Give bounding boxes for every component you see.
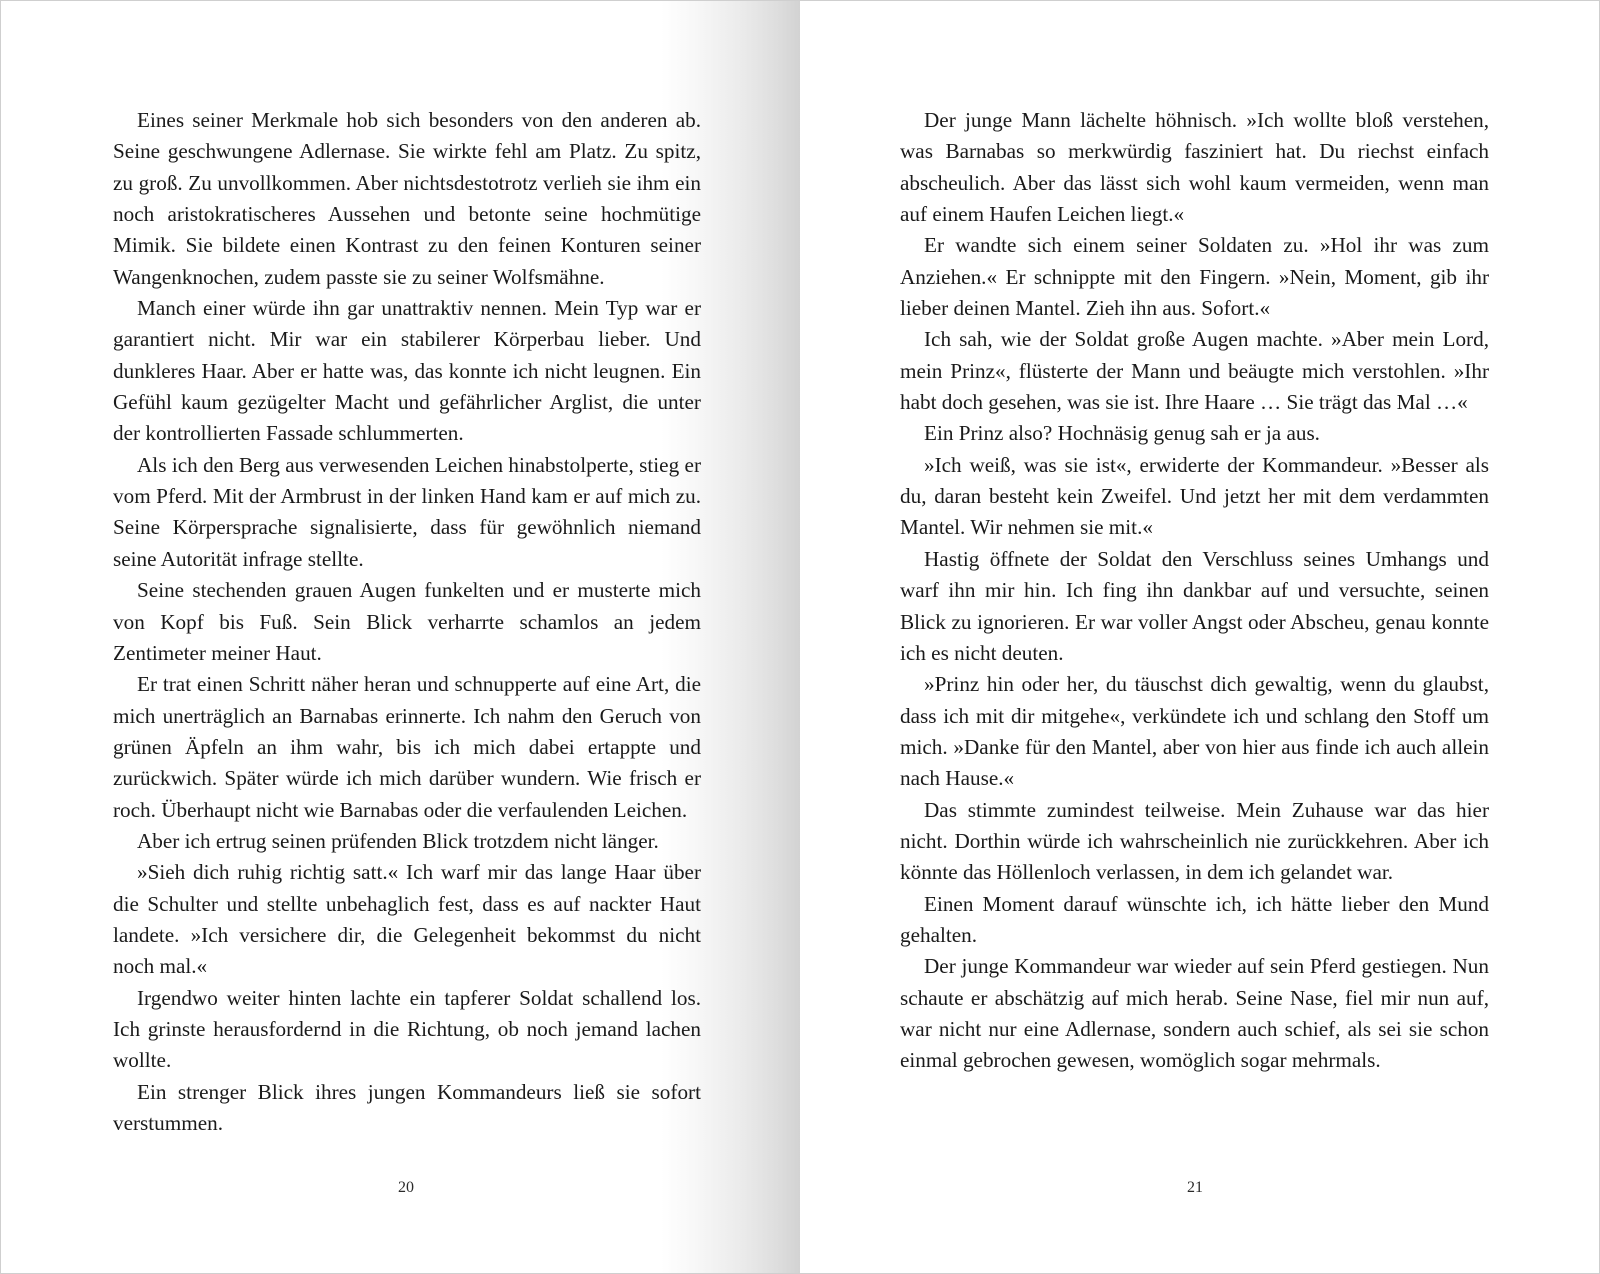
paragraph: »Prinz hin oder her, du täuschst dich gewaltig, wenn du glaubst, dass ich mit dir mitgehe«, verkündete ich und schlang den Stoff um mich. »Danke für den Mantel, aber von hier aus finde ich auch allein nach Hause.« [900, 672, 1489, 791]
right-page [800, 0, 1600, 1274]
paragraph: Aber ich ertrug seinen prüfenden Blick trotzdem nicht länger. [137, 828, 659, 853]
paragraph: Das stimmte zumindest teilweise. Mein Zuhause war das hier nicht. Dorthin würde ich wahrscheinlich nie zurückkehren. Aber ich könnte das Höllenloch verlassen, in dem ich gelandet war. [900, 797, 1489, 885]
paragraph: Der junge Kommandeur war wieder auf sein Pferd gestiegen. Nun schaute er abschätzig auf mich herab. Seine Nase, fiel mir nun auf, war nicht nur eine Adlernase, sondern auch schief, als sei sie schon einmal gebrochen gewesen, womöglich sogar mehrmals. [900, 954, 1489, 1073]
paragraph: Ein strenger Blick ihres jungen Kommandeurs ließ sie sofort verstummen. [113, 1079, 701, 1135]
paragraph: Ich sah, wie der Soldat große Augen machte. »Aber mein Lord, mein Prinz«, flüsterte der Mann und beäugte mich verstohlen. »Ihr habt doch gesehen, was sie ist. Ihre Haare … Sie trägt das Mal …« [900, 327, 1489, 415]
paragraph: Er wandte sich einem seiner Soldaten zu. »Hol ihr was zum Anziehen.« Er schnippte mit den Fingern. »Nein, Moment, gib ihr lieber deinen Mantel. Zieh ihn aus. Sofort.« [900, 233, 1489, 321]
paragraph: Manch einer würde ihn gar unattraktiv nennen. Mein Typ war er garantiert nicht. Mir war ein stabilerer Körperbau lieber. Und dunkleres Haar. Aber er hatte was, das konnte ich nicht leugnen. Ein Gefühl kaum gezügelter Macht und gefährlicher Arglist, die unter der kontrollierten Fassade schlummerten. [113, 296, 701, 446]
paragraph: Als ich den Berg aus verwesenden Leichen hinabstolperte, stieg er vom Pferd. Mit der Armbrust in der linken Hand kam er auf mich zu. Seine Körpersprache signalisierte, dass für gewöhnlich niemand seine Autorität infrage stellte. [113, 452, 701, 571]
paragraph: Ein Prinz also? Hochnäsig genug sah er ja aus. [924, 421, 1320, 446]
page-number-left: 20 [398, 1179, 414, 1196]
right-page-text [900, 105, 1489, 1077]
page-number-right: 21 [1187, 1179, 1203, 1196]
paragraph: Seine stechenden grauen Augen funkelten und er musterte mich von Kopf bis Fuß. Sein Blick verharrte schamlos an jedem Zentimeter meiner Haut. [113, 578, 701, 665]
paragraph: Einen Moment darauf wünschte ich, ich hätte lieber den Mund gehalten. [900, 891, 1489, 947]
paragraph: »Sieh dich ruhig richtig satt.« Ich warf mir das lange Haar über die Schulter und stellte unbehaglich fest, dass es auf nackter Haut landete. »Ich versichere dir, die Gelegenheit bekommst du nicht noch mal.« [113, 860, 701, 979]
paragraph: Hastig öffnete der Soldat den Verschluss seines Umhangs und warf ihn mir hin. Ich fing ihn dankbar auf und versuchte, seinen Blick zu ignorieren. Er war voller Angst oder Abscheu, genau konnte ich es nicht deuten. [900, 546, 1489, 665]
left-page-text [113, 105, 701, 1139]
paragraph: Der junge Mann lächelte höhnisch. »Ich wollte bloß verstehen, was Barnabas so merkwürdig fasziniert hat. Du riechst einfach abscheulich. Aber das lässt sich wohl kaum vermeiden, wenn man auf einem Haufen Leichen liegt.« [900, 108, 1489, 227]
paragraph: Eines seiner Merkmale hob sich besonders von den anderen ab. Seine geschwungene Adlernase. Sie wirkte fehl am Platz. Zu spitz, zu groß. Zu unvollkommen. Aber nichtsdestotrotz verlieh sie ihm ein noch aristokratischeres Aussehen und betonte seine hochmütige Mimik. Sie bildete einen Kontrast zu den feinen Konturen seiner Wangenknochen, zudem passte sie zu seiner Wolfsmähne. [113, 108, 701, 289]
paragraph: »Ich weiß, was sie ist«, erwiderte der Kommandeur. »Besser als du, daran besteht kein Zweifel. Und jetzt her mit dem verdammten Mantel. Wir nehmen sie mit.« [900, 452, 1489, 540]
paragraph: Er trat einen Schritt näher heran und schnupperte auf eine Art, die mich unerträglich an Barnabas erinnerte. Ich nahm den Geruch von grünen Äpfeln an ihm wahr, bis ich mich dabei ertappte und zurückwich. Später würde ich mich darüber wundern. Wie frisch er roch. Überhaupt nicht wie Barnabas oder die verfaulenden Leichen. [113, 672, 701, 822]
paragraph: Irgendwo weiter hinten lachte ein tapferer Soldat schallend los. Ich grinste herausfordernd in die Richtung, ob noch jemand lachen wollte. [113, 985, 701, 1073]
